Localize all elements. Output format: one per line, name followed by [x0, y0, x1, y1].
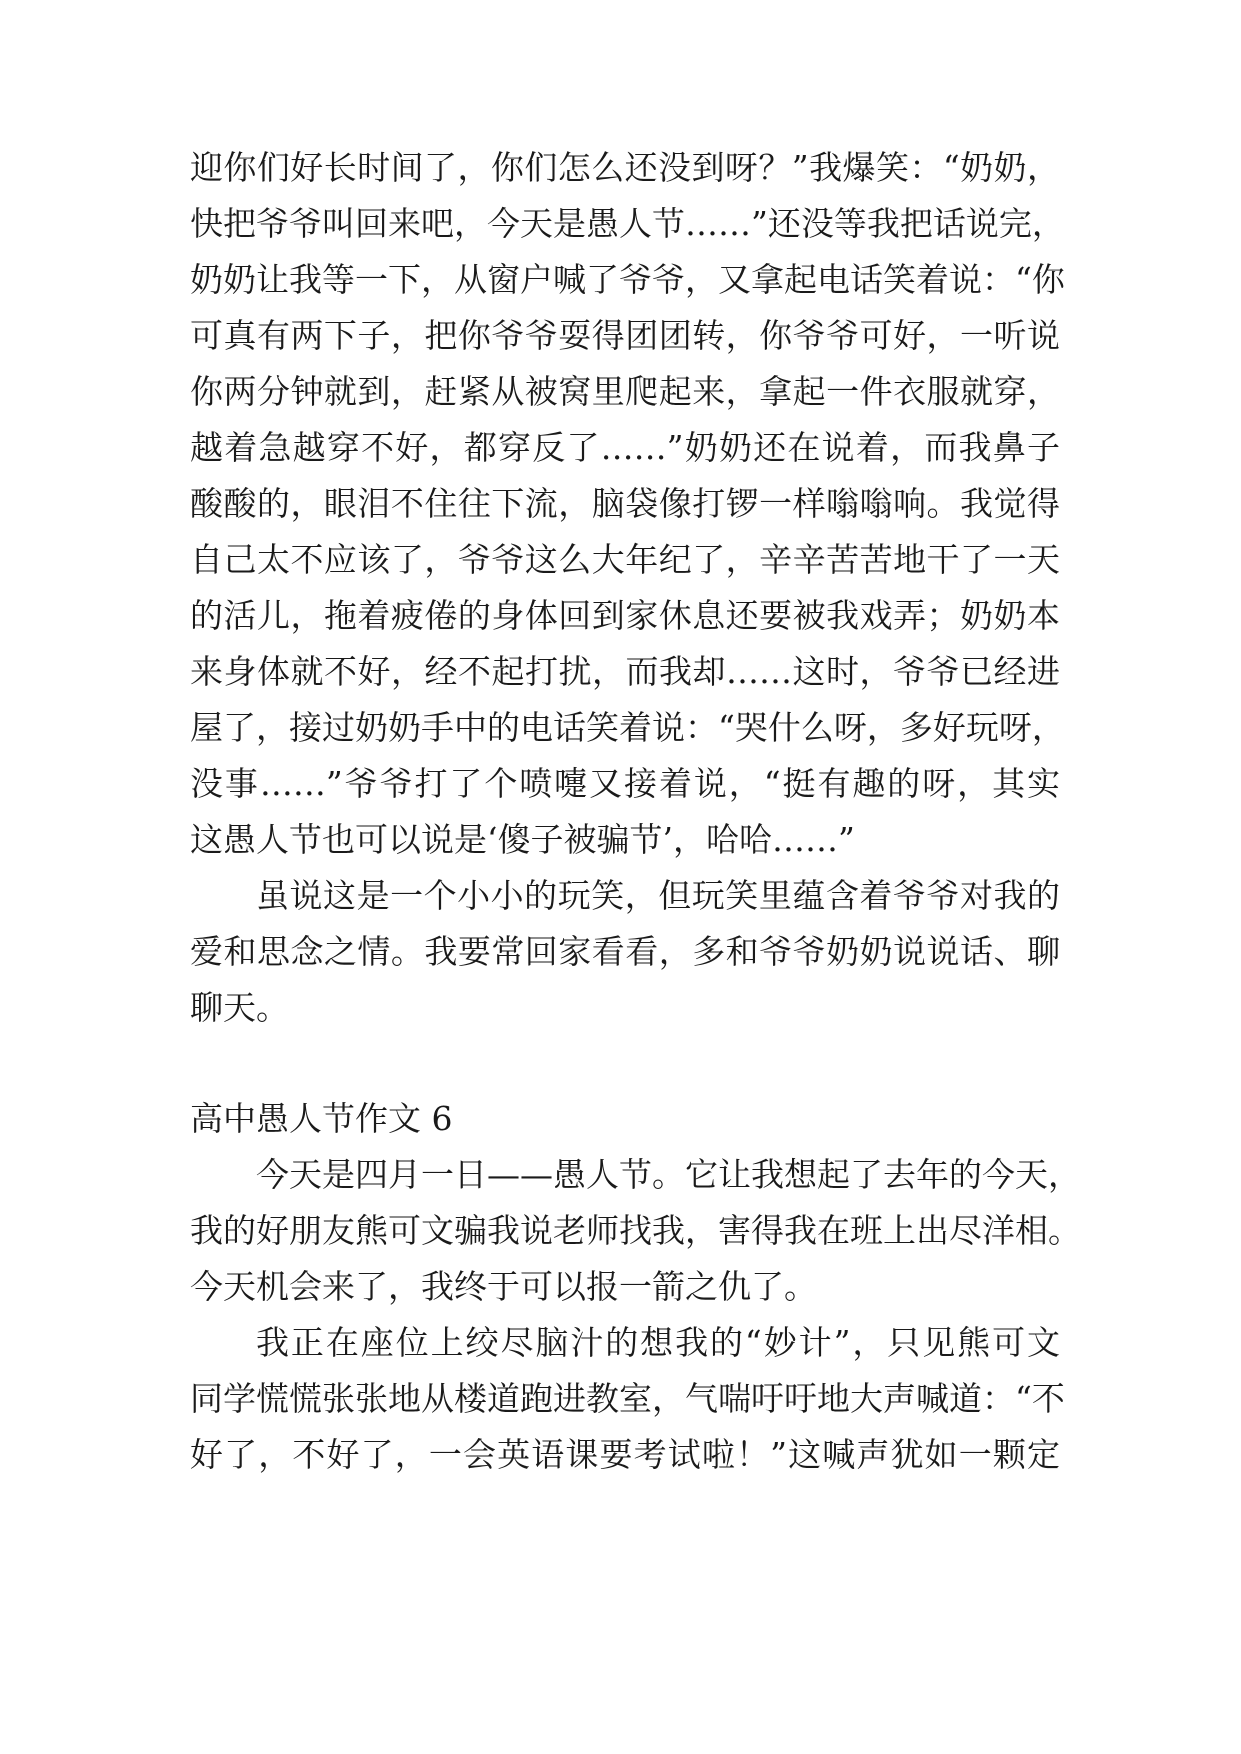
paragraph-line: 我正在座位上绞尽脑汁的想我的“妙计”，只见熊可文 — [256, 1323, 1060, 1362]
paragraph-line: 你两分钟就到，赶紧从被窝里爬起来，拿起一件衣服就穿， — [190, 372, 1060, 411]
paragraph-line: 今天是四月一日——愚人节。它让我想起了去年的今天， — [256, 1155, 1081, 1194]
paragraph-line: 越着急越穿不好，都穿反了……”奶奶还在说着，而我鼻子 — [190, 428, 1060, 467]
paragraph-line: 的活儿，拖着疲倦的身体回到家休息还要被我戏弄；奶奶本 — [190, 596, 1060, 635]
paragraph-line: 这愚人节也可以说是‘傻子被骗节’，哈哈……” — [190, 820, 855, 859]
paragraph-line: 聊天。 — [190, 988, 289, 1027]
paragraph-line: 没事……”爷爷打了个喷嚏又接着说，“挺有趣的呀，其实 — [190, 764, 1060, 803]
paragraph-line: 好了，不好了，一会英语课要考试啦！”这喊声犹如一颗定 — [190, 1435, 1060, 1474]
paragraph-line: 爱和思念之情。我要常回家看看，多和爷爷奶奶说说话、聊 — [190, 932, 1060, 971]
paragraph-line: 迎你们好长时间了，你们怎么还没到呀？”我爆笑：“奶奶， — [190, 148, 1060, 187]
paragraph-line: 我的好朋友熊可文骗我说老师找我，害得我在班上出尽洋相。 — [190, 1211, 1081, 1250]
paragraph-line: 今天机会来了，我终于可以报一箭之仇了。 — [190, 1267, 817, 1306]
paragraph-line: 同学慌慌张张地从楼道跑进教室，气喘吁吁地大声喊道：“不 — [190, 1379, 1065, 1418]
paragraph-line: 可真有两下子，把你爷爷耍得团团转，你爷爷可好，一听说 — [190, 316, 1060, 355]
paragraph-line: 屋了，接过奶奶手中的电话笑着说：“哭什么呀，多好玩呀， — [190, 708, 1065, 747]
paragraph-line: 来身体就不好，经不起打扰，而我却……这时，爷爷已经进 — [190, 652, 1060, 691]
paragraph-line: 酸酸的，眼泪不住往下流，脑袋像打锣一样嗡嗡响。我觉得 — [190, 484, 1060, 523]
paragraph-line: 快把爷爷叫回来吧，今天是愚人节……”还没等我把话说完， — [190, 204, 1065, 243]
paragraph-line: 虽说这是一个小小的玩笑，但玩笑里蕴含着爷爷对我的 — [256, 876, 1060, 915]
paragraph-line: 奶奶让我等一下，从窗户喊了爷爷，又拿起电话笑着说：“你 — [190, 260, 1065, 299]
paragraph-line: 自己太不应该了，爷爷这么大年纪了，辛辛苦苦地干了一天 — [190, 540, 1060, 579]
section-heading: 高中愚人节作文 6 — [190, 1099, 453, 1138]
